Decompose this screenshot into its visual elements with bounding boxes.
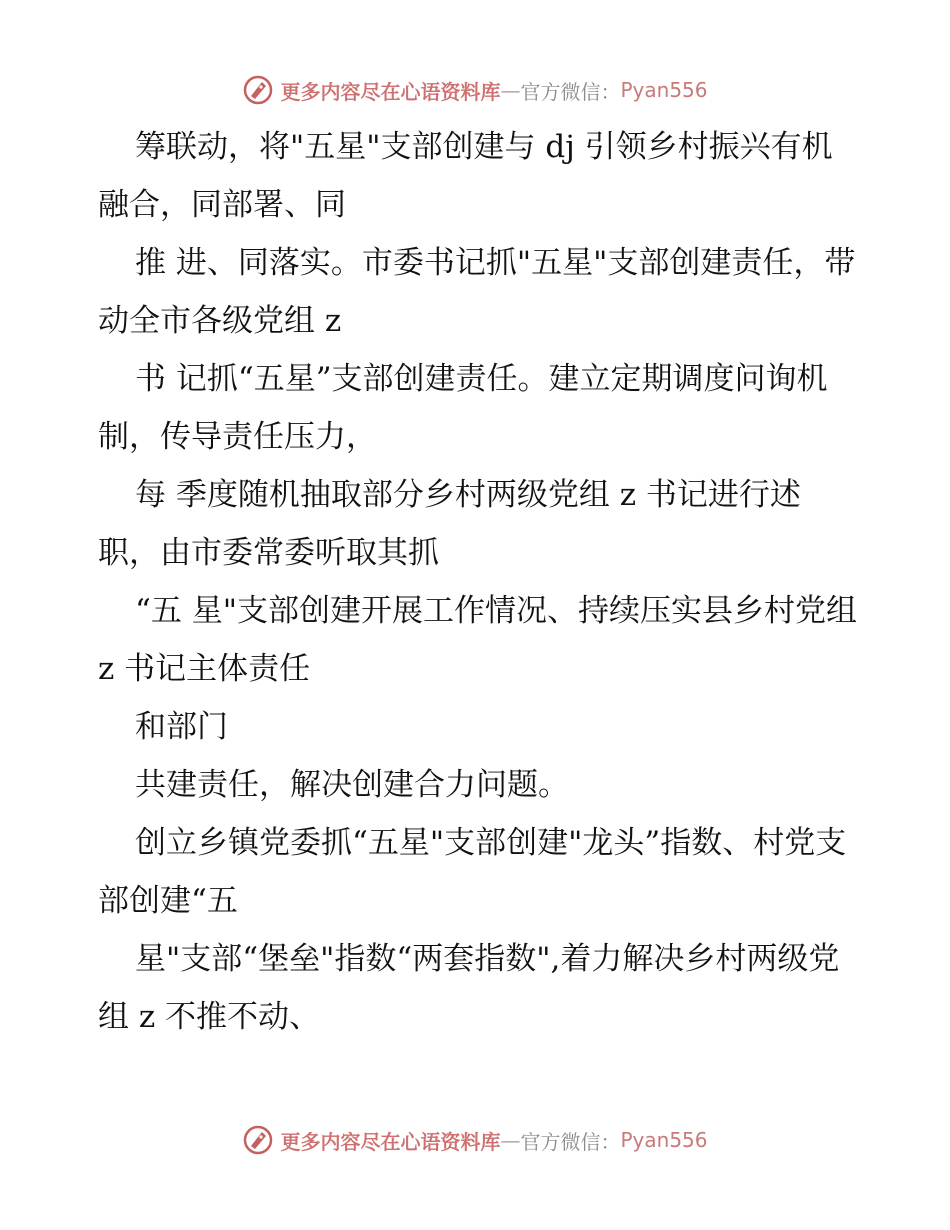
watermark-main-text: 更多内容尽在心语资料库: [280, 1129, 501, 1154]
watermark-official-label: 官方微信：: [520, 79, 621, 104]
paragraph-9: 星"支部“堡垒"指数“两套指数",着力解决乡村两级党组 z 不推不动、: [98, 941, 840, 1035]
paragraph-1: 筹联动，将"五星"支部创建与 dj 引领乡村振兴有机融合，同部署、同: [98, 129, 833, 223]
pen-nib-logo-icon: [242, 74, 274, 106]
watermark-official-label: 官方微信：: [520, 1129, 621, 1154]
watermark-separator: —: [500, 78, 521, 102]
watermark-main-text: 更多内容尽在心语资料库: [280, 79, 501, 104]
paragraph-3: 书 记抓“五星”支部创建责任。建立定期调度问询机制，传导责任压力，: [98, 361, 828, 455]
footer-watermark: [0, 1120, 950, 1160]
watermark-separator: —: [500, 1128, 521, 1152]
paragraph-6: 和部门: [135, 709, 228, 745]
header-watermark: [0, 70, 950, 110]
paragraph-2: 推 进、同落实。市委书记抓"五星"支部创建责任，带动全市各级党组 z: [98, 245, 856, 339]
paragraph-7: 共建责任，解决创建合力问题。: [135, 767, 569, 803]
paragraph-5: “五 星"支部创建开展工作情况、持续压实县乡村党组 z 书记主体责任: [98, 593, 857, 687]
watermark-handle: Pyan556: [620, 1128, 708, 1152]
pen-nib-logo-icon: [242, 1124, 274, 1156]
document-body: [98, 118, 858, 1046]
paragraph-4: 每 季度随机抽取部分乡村两级党组 z 书记进行述职，由市委常委听取其抓: [98, 477, 801, 571]
watermark-handle: Pyan556: [620, 78, 708, 102]
paragraph-8: 创立乡镇党委抓“五星"支部创建"龙头”指数、村党支部创建“五: [98, 825, 847, 919]
